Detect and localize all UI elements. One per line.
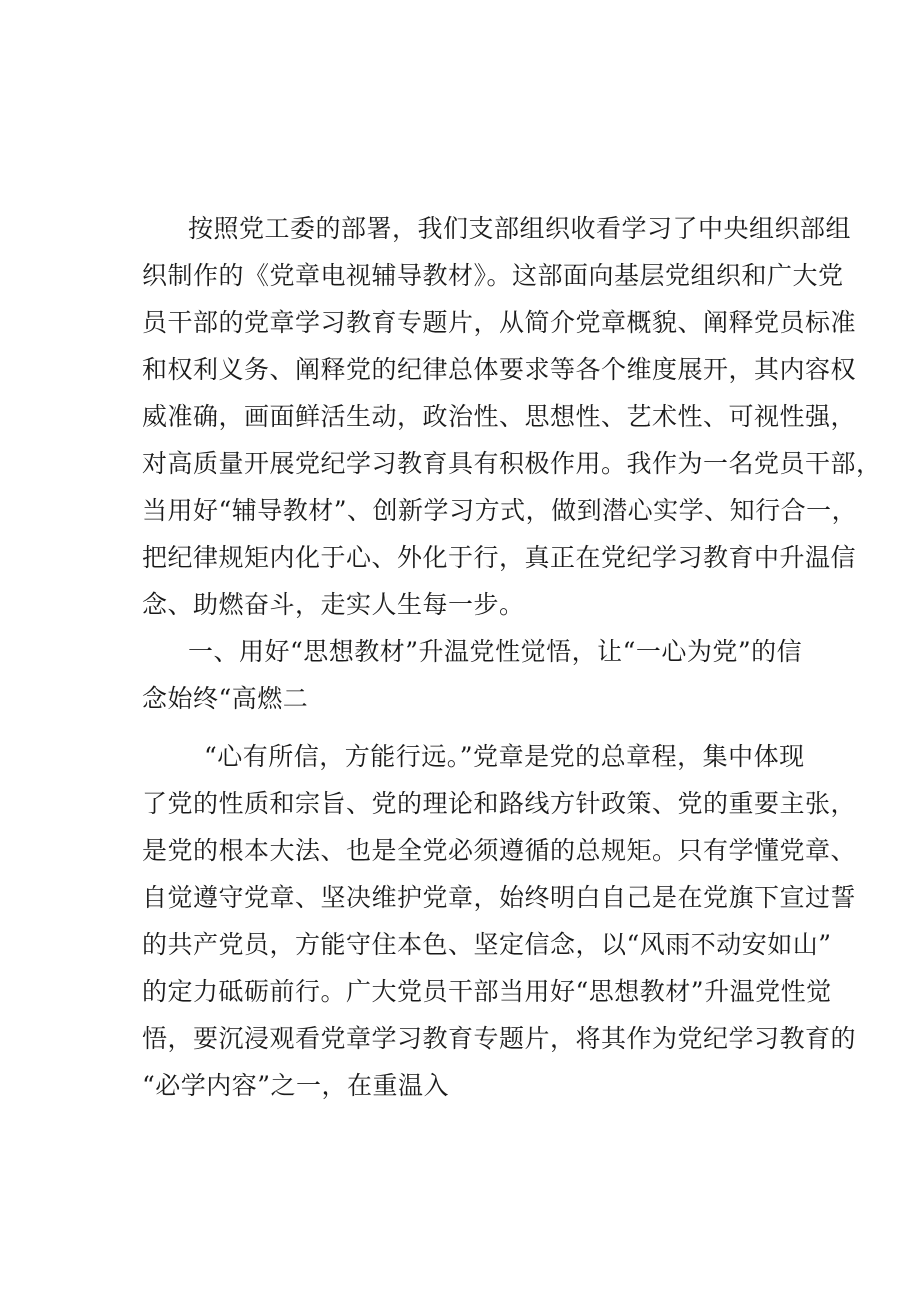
body-line-5: 的共产党员，方能守住本色、坚定信念，以“风雨不动安如山” (142, 930, 832, 959)
intro-line-5: 威准确，画面鲜活生动，政治性、思想性、艺术性、可视性强， (142, 402, 857, 431)
section-heading-line-2: 念始终“高燃二 (142, 684, 309, 713)
body-line-1: “心有所信，方能行远。”党章是党的总章程，集中体现 (204, 742, 805, 771)
intro-line-1: 按照党工委的部署，我们支部组织收看学习了中央组织部组 (188, 214, 852, 243)
intro-line-4: 和权利义务、阐释党的纪律总体要求等各个维度展开，其内容权 (142, 355, 857, 384)
intro-line-8: 把纪律规矩内化于心、外化于行，真正在党纪学习教育中升温信 (142, 543, 857, 572)
body-line-7: 悟，要沉浸观看党章学习教育专题片，将其作为党纪学习教育的 (142, 1024, 857, 1053)
body-line-3: 是党的根本大法、也是全党必须遵循的总规矩。只有学懂党章、 (142, 836, 857, 865)
intro-line-3: 员干部的党章学习教育专题片，从简介党章概貌、阐释党员标准 (142, 308, 857, 337)
body-line-6: 的定力砥砺前行。广大党员干部当用好“思想教材”升温党性觉 (142, 977, 832, 1006)
intro-line-9: 念、助燃奋斗，走实人生每一步。 (142, 590, 525, 619)
body-line-4: 自觉遵守党章、坚决维护党章，始终明白自己是在党旗下宣过誓 (142, 883, 857, 912)
body-line-8: “必学内容”之一，在重温入 (142, 1071, 450, 1100)
intro-line-2: 织制作的《党章电视辅导教材》。这部面向基层党组织和广大党 (142, 261, 844, 290)
intro-line-6: 对高质量开展党纪学习教育具有积极作用。我作为一名党员干部， (142, 449, 882, 478)
body-line-2: 了党的性质和宗旨、党的理论和路线方针政策、党的重要主张， (142, 789, 857, 818)
intro-line-7: 当用好“辅导教材”、创新学习方式，做到潜心实学、知行合一， (142, 496, 858, 525)
section-heading-line-1: 一、用好“思想教材”升温党性觉悟，让“一心为党”的信 (188, 637, 803, 666)
